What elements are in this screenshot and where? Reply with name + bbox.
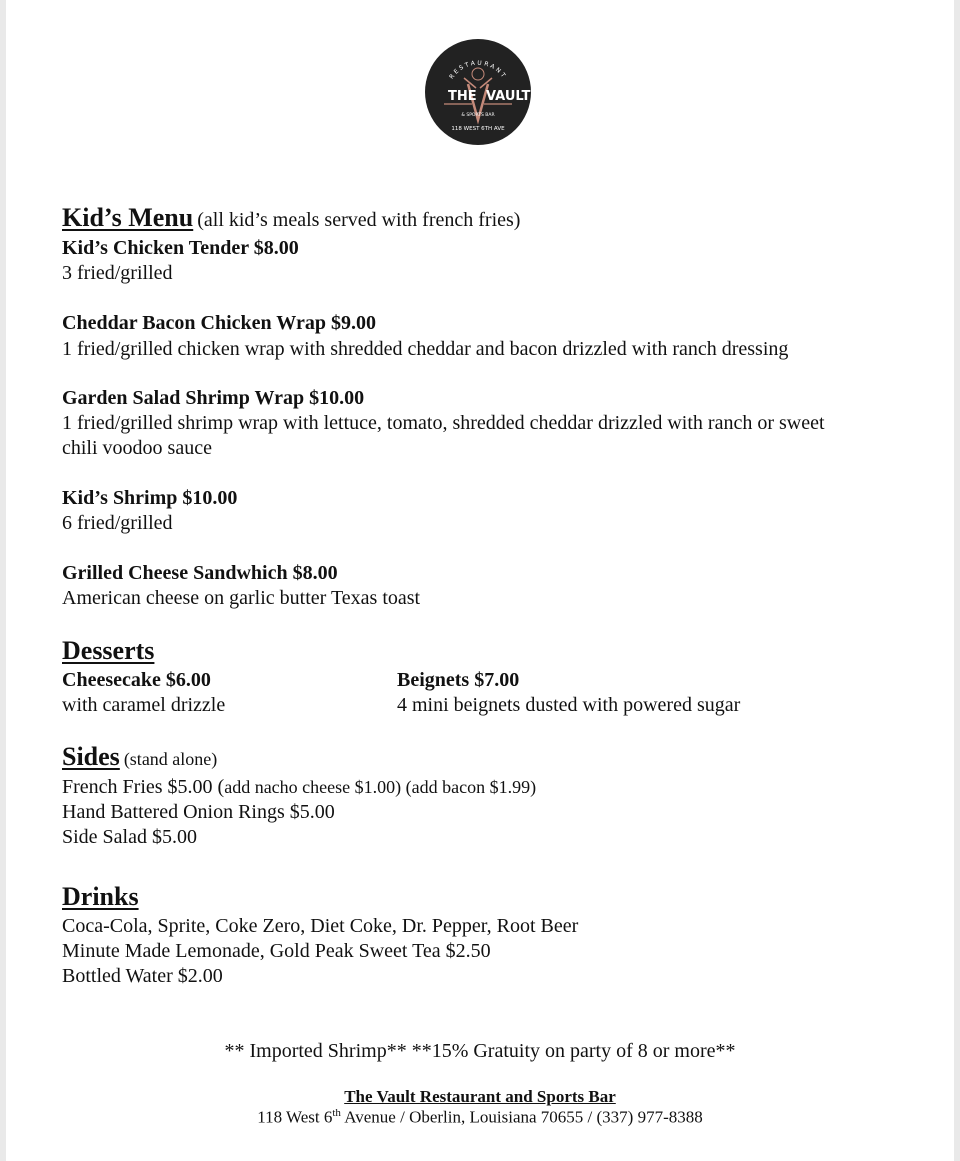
kids-item-desc: 3 fried/grilled bbox=[62, 262, 173, 284]
drink-line: Coca-Cola, Sprite, Coke Zero, Diet Coke, Dr. Pepper, Root Beer bbox=[62, 915, 579, 937]
notice-line: ** Imported Shrimp** **15% Gratuity on party of 8 or more** bbox=[224, 1040, 736, 1062]
sides-heading: Sides bbox=[62, 742, 120, 771]
address-part: 118 West 6 bbox=[257, 1107, 333, 1127]
kids-item-desc: 1 fried/grilled chicken wrap with shredded cheddar and bacon drizzled with ranch dressing bbox=[62, 338, 789, 360]
side-item bbox=[62, 776, 536, 799]
drink-line: Minute Made Lemonade, Gold Peak Sweet Tea $2.50 bbox=[62, 940, 491, 962]
footer-address bbox=[0, 1107, 960, 1128]
desserts-heading: Desserts bbox=[62, 636, 155, 665]
kids-menu-header bbox=[62, 203, 520, 233]
kids-item-desc: American cheese on garlic butter Texas toast bbox=[62, 587, 421, 609]
footer-restaurant-name: The Vault Restaurant and Sports Bar bbox=[344, 1087, 616, 1106]
sides-note: (stand alone) bbox=[123, 749, 218, 769]
kids-item-title: Kid’s Shrimp $10.00 bbox=[62, 487, 238, 509]
dessert-title: Beignets $7.00 bbox=[397, 669, 520, 691]
svg-text:RESTAURANT: RESTAURANT bbox=[448, 59, 508, 81]
svg-text:& SPORTS BAR: & SPORTS BAR bbox=[461, 113, 495, 118]
kids-menu-heading: Kid’s Menu bbox=[62, 203, 194, 232]
address-ordinal: th bbox=[332, 1107, 341, 1119]
kids-item-title: Cheddar Bacon Chicken Wrap $9.00 bbox=[62, 312, 376, 334]
side-item: Side Salad $5.00 bbox=[62, 826, 197, 848]
svg-text:THE: THE bbox=[448, 89, 477, 104]
kids-item-title: Garden Salad Shrimp Wrap $10.00 bbox=[62, 387, 365, 409]
kids-item-desc-continued: chili voodoo sauce bbox=[62, 437, 212, 459]
dessert-desc: with caramel drizzle bbox=[62, 694, 226, 716]
side-item-addons: add nacho cheese $1.00) (add bacon $1.99) bbox=[224, 777, 537, 797]
drinks-heading: Drinks bbox=[62, 882, 139, 911]
side-item: Hand Battered Onion Rings $5.00 bbox=[62, 801, 335, 823]
sides-header bbox=[62, 742, 217, 772]
side-item-main: French Fries $5.00 ( bbox=[62, 776, 225, 798]
kids-item-title: Kid’s Chicken Tender $8.00 bbox=[62, 237, 299, 259]
svg-text:118 WEST 6TH AVE: 118 WEST 6TH AVE bbox=[451, 126, 505, 132]
address-part: Avenue / Oberlin, Louisiana 70655 / (337) 977-8388 bbox=[340, 1107, 703, 1127]
kids-menu-note: (all kid’s meals served with french fries) bbox=[197, 209, 521, 231]
kids-item-title: Grilled Cheese Sandwhich $8.00 bbox=[62, 562, 338, 584]
dessert-desc: 4 mini beignets dusted with powered sugar bbox=[397, 694, 741, 716]
dessert-title: Cheesecake $6.00 bbox=[62, 669, 211, 691]
drink-line: Bottled Water $2.00 bbox=[62, 965, 223, 987]
svg-text:VAULT: VAULT bbox=[486, 89, 531, 104]
kids-item-desc: 6 fried/grilled bbox=[62, 512, 173, 534]
kids-item-desc: 1 fried/grilled shrimp wrap with lettuce, tomato, shredded cheddar drizzled with ranch or sweet bbox=[62, 412, 825, 434]
vault-logo bbox=[424, 38, 532, 146]
